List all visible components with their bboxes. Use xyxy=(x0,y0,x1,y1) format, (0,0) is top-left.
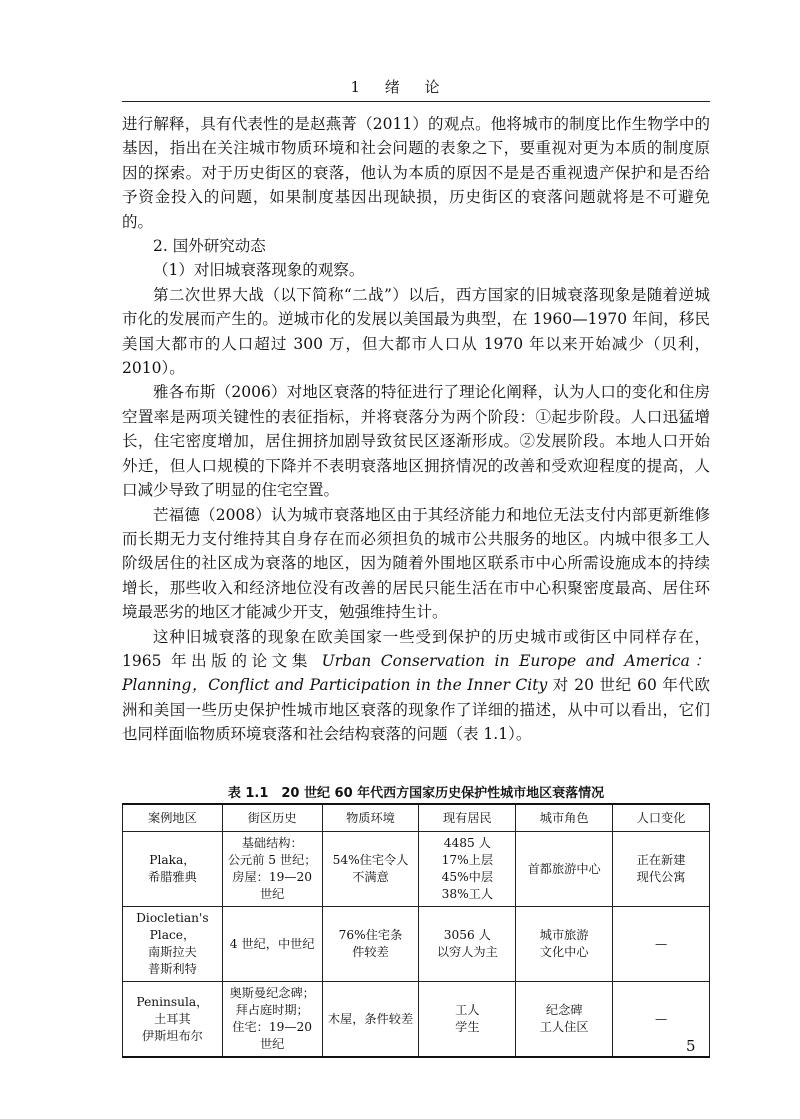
cell-line: 现代公寓 xyxy=(636,870,686,884)
table-cell xyxy=(322,832,419,907)
column-header: 现有居民 xyxy=(419,804,516,832)
cell-line: 伊斯坦布尔 xyxy=(141,1028,203,1043)
cell-line: 城市旅游 xyxy=(539,928,589,942)
header-rule xyxy=(122,101,710,102)
table-row xyxy=(123,907,710,982)
table-cell xyxy=(613,832,710,907)
paragraph-text: 对 20 世纪 60 年代欧洲和美国一些历史保护性城市地区衰落的现象作了详细的描述，从中可以看出，它们也同样面临物质环境衰落和社会结构衰落的问题（表 1.1）。 xyxy=(122,676,710,744)
data-table xyxy=(122,803,710,1058)
cell-line: 45%中层 xyxy=(441,870,494,884)
body-text xyxy=(122,112,710,747)
cell-line: 南斯拉夫 xyxy=(148,945,197,959)
table-cell xyxy=(516,982,613,1058)
running-head: 1 绪 论 xyxy=(350,78,450,96)
cell-line: 文化中心 xyxy=(539,945,589,959)
book-title: Urban Conservation in Europe and America：Planning，Conflict and Participation in the Inner City xyxy=(122,651,710,695)
cell-line: 件较差 xyxy=(352,945,389,959)
cell-line: 公元前 5 世纪； xyxy=(227,853,317,867)
table-cell xyxy=(222,832,322,907)
page-number: 5 xyxy=(686,1037,696,1055)
table-cell xyxy=(516,832,613,907)
subsection-heading: （1）对旧城衰落现象的观察。 xyxy=(153,261,365,280)
cell-line: 3056 人 xyxy=(443,928,491,942)
table-cell xyxy=(419,982,516,1058)
cell-line: 不满意 xyxy=(352,870,389,884)
cell-line: Diocletian's Place， xyxy=(136,911,209,942)
paragraph: 芒福德（2008）认为城市衰落地区由于其经济能力和地位无法支付内部更新维修而长期无力支付维持其自身存在而必须担负的城市公共服务的地区。内城中很多工人阶级居住的社区成为衰落的地区，因为随着外围地区联系市中心所需设施成本的持续增长，那些收入和经济地位没有改善的居民只能生活在市中心积聚密度最高、居住环境最恶劣的地区才能减少开支，勉强维持生计。 xyxy=(122,505,710,622)
table-cell xyxy=(322,907,419,982)
cell-line: 工人住区 xyxy=(539,1020,589,1034)
table-cell xyxy=(419,832,516,907)
cell-line: 4485 人 xyxy=(443,836,491,850)
column-header: 城市角色 xyxy=(516,804,613,832)
cell-line: 普斯利特 xyxy=(148,962,197,976)
cell-line: 纪念碑 xyxy=(545,1003,583,1017)
cell-line: Plaka， xyxy=(149,853,196,867)
column-header: 案例地区 xyxy=(123,804,223,832)
cell-line: — xyxy=(654,1011,668,1026)
table-row xyxy=(123,982,710,1058)
paragraph: 雅各布斯（2006）对地区衰落的特征进行了理论化阐释，认为人口的变化和住房空置率是两项关键性的表征指标，并将衰落分为两个阶段：①起步阶段。人口迅猛增长，住宅密度增加，居住拥挤加剧导致贫民区逐渐形成。②发展阶段。本地人口开始外迁，但人口规模的下降并不表明衰落地区拥挤情况的改善和受欢迎程度的提高，人口减少导致了明显的住宅空置。 xyxy=(122,383,710,500)
cell-line: 54%住宅令人 xyxy=(332,853,409,867)
section-heading: 2. 国外研究动态 xyxy=(153,237,266,256)
table-header-row xyxy=(123,804,710,832)
cell-line: 76%住宅条 xyxy=(338,928,403,942)
cell-line: 正在新建 xyxy=(636,853,686,867)
paragraph: 进行解释，具有代表性的是赵燕菁（2011）的观点。他将城市的制度比作生物学中的基因，指出在关注城市物质环境和社会问题的表象之下，要重视对更为本质的制度原因的探索。对于历史街区的衰落，他认为本质的原因不是是否重视遗产保护和是否给予资金投入的问题，如果制度基因出现缺损，历史街区的衰落问题就将是不可避免的。 xyxy=(122,115,710,231)
table-cell xyxy=(123,907,223,982)
table-cell xyxy=(419,907,516,982)
table-cell xyxy=(322,982,419,1058)
cell-line: Peninsula， xyxy=(136,994,209,1009)
cell-line: 以穷人为主 xyxy=(436,945,498,959)
cell-line: 38%工人 xyxy=(441,887,494,901)
cell-line: 土耳其 xyxy=(154,1011,191,1026)
column-header: 人口变化 xyxy=(613,804,710,832)
table-cell xyxy=(123,982,223,1058)
cell-line: 17%上层 xyxy=(441,853,494,867)
cell-line: 拜占庭时期； xyxy=(235,1003,309,1017)
cell-line: 房屋：19—20 世纪 xyxy=(232,870,313,901)
table-title: 表 1.1 20 世纪 60 年代西方国家历史保护性城市地区衰落情况 xyxy=(227,786,605,801)
cell-line: 希腊雅典 xyxy=(148,870,197,884)
column-header: 物质环境 xyxy=(322,804,419,832)
cell-line: 工人 xyxy=(455,1003,480,1017)
cell-line: 首都旅游中心 xyxy=(527,861,601,876)
column-header: 街区历史 xyxy=(222,804,322,832)
table-row xyxy=(123,832,710,907)
cell-line: 学生 xyxy=(455,1020,480,1034)
table-cell xyxy=(222,907,322,982)
paragraph xyxy=(122,625,710,747)
cell-line: 住宅：19—20 世纪 xyxy=(232,1020,313,1051)
cell-line: 奥斯曼纪念碑； xyxy=(229,986,315,1000)
table-cell xyxy=(613,907,710,982)
cell-line: 基础结构： xyxy=(241,836,303,850)
cell-line: 4 世纪，中世纪 xyxy=(229,936,315,951)
table-cell xyxy=(516,907,613,982)
table-cell xyxy=(222,982,322,1058)
cell-line: — xyxy=(654,936,668,951)
table-cell xyxy=(123,832,223,907)
cell-line: 木屋，条件较差 xyxy=(327,1011,414,1026)
paragraph: 第二次世界大战（以下简称“二战”）以后，西方国家的旧城衰落现象是随着逆城市化的发展而产生的。逆城市化的发展以美国最为典型，在 1960—1970 年间，移民美国大都市的人口超过 300 万，但大都市人口从 1970 年以来开始减少（贝利，2010）。 xyxy=(122,285,710,378)
paragraph-text: 这种旧城衰落的现象在欧美国家一些受到保护的历史城市或街区中同样存在，1965 年出版的论文集 xyxy=(122,627,710,670)
